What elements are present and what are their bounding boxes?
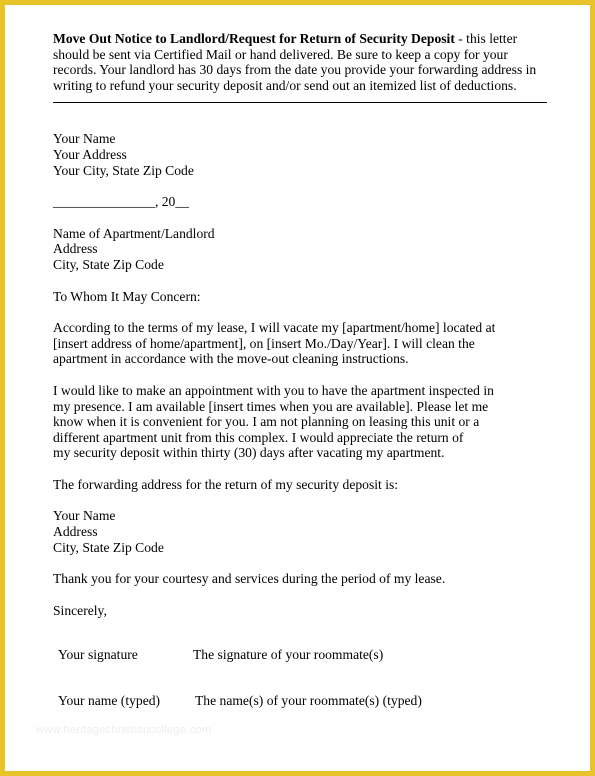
watermark: www.heritagechristiancollege.com [36, 724, 212, 736]
forwarding-address: Address [53, 524, 98, 540]
forwarding-address-block [53, 508, 553, 555]
thanks-text: Thank you for your courtesy and services during the period of my lease. [53, 571, 446, 587]
roommate-name-typed-label: The name(s) of your roommate(s) (typed) [195, 693, 422, 709]
date-block [53, 194, 553, 210]
letter-title: Move Out Notice to Landlord/Request for Return of Security Deposit [53, 31, 455, 46]
paragraph-line: my security deposit within thirty (30) days after vacating my apartment. [53, 445, 445, 461]
paragraph-inspection [53, 383, 553, 461]
sender-name: Your Name [53, 131, 116, 147]
recipient-block [53, 226, 553, 273]
salutation-block [53, 289, 553, 305]
paragraph-line: I would like to make an appointment with you to have the apartment inspected in [53, 382, 494, 398]
roommate-signature-label: The signature of your roommate(s) [193, 647, 384, 663]
divider-line [53, 102, 547, 103]
document-page [5, 5, 590, 771]
forwarding-city: City, State Zip Code [53, 539, 164, 555]
paragraph-vacate [53, 320, 553, 367]
your-signature-label: Your signature [58, 647, 138, 663]
header-intro: - this letter should be sent via Certified Mail or hand delivered. Be sure to keep a copy for your records. Your landlord has 30 days from the date you provide your forwarding address in writing to refund your security deposit and/or send out an itemized list of deductions. [53, 31, 537, 93]
sender-city: Your City, State Zip Code [53, 162, 194, 178]
header-paragraph [53, 31, 553, 93]
paragraph-line: my presence. I am available [insert times when you are available]. Please let me [53, 398, 489, 414]
closing-block [53, 603, 553, 619]
forwarding-name: Your Name [53, 508, 116, 524]
your-name-typed-label: Your name (typed) [58, 693, 161, 709]
typed-name-row [53, 693, 553, 709]
forwarding-intro-block [53, 477, 553, 493]
paragraph-line: know when it is convenient for you. I am not planning on leasing this unit or a [53, 414, 480, 430]
signature-row [53, 647, 553, 663]
paragraph-line: apartment in accordance with the move-out cleaning instructions. [53, 351, 409, 367]
letter-body [53, 31, 553, 709]
paragraph-line: [insert address of home/apartment], on [insert Mo./Day/Year]. I will clean the [53, 335, 475, 351]
closing-text: Sincerely, [53, 602, 107, 618]
forwarding-intro: The forwarding address for the return of my security deposit is: [53, 476, 399, 492]
salutation: To Whom It May Concern: [53, 288, 201, 304]
recipient-name: Name of Apartment/Landlord [53, 225, 215, 241]
recipient-city: City, State Zip Code [53, 256, 164, 272]
recipient-address: Address [53, 241, 98, 257]
paragraph-line: different apartment unit from this complex. I would appreciate the return of [53, 429, 464, 445]
thanks-block [53, 571, 553, 587]
date-line: _______________, 20__ [53, 194, 189, 210]
paragraph-line: According to the terms of my lease, I will vacate my [apartment/home] located at [53, 320, 496, 336]
sender-block [53, 131, 553, 178]
sender-address: Your Address [53, 146, 127, 162]
